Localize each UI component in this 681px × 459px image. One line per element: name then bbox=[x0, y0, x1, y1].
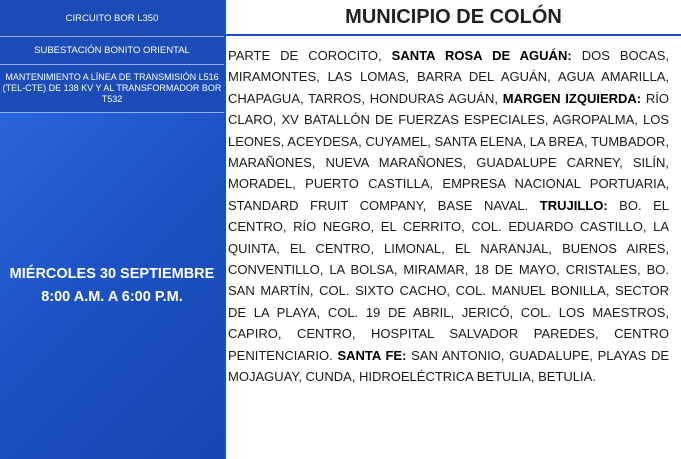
areas-text: BO. EL CENTRO, RÍO NEGRO, EL CERRITO, COL. EDUARDO CASTILLO, LA QUINTA, EL CENTRO, LIMONAL, EL NARANJAL, BUENOS AIRES, CONVENTILLO, LA BOLSA, MIRAMAR, 18 DE MAYO, CRISTALES, BO. SAN MARTÍN, COL. SIXTO CACHO, COL. MANUEL BONILLA, SECTOR DE LA PLAYA, COL. 19 DE ABRIL, JERICÓ, COL. LOS MAESTROS, CAPIRO, CENTRO, HOSPITAL SALVADOR PAREDES, CENTRO PENITENCIARIO. bbox=[228, 197, 669, 363]
area-heading: MARGEN IZQUIERDA: bbox=[502, 90, 642, 106]
areas-text: PARTE DE COROCITO, bbox=[228, 48, 382, 63]
schedule-panel bbox=[0, 0, 224, 459]
circuit-label: CIRCUITO BOR L350 bbox=[0, 0, 224, 36]
area-heading: SANTA FE: bbox=[337, 347, 407, 363]
area-heading: TRUJILLO: bbox=[539, 197, 608, 213]
maintenance-label: MANTENIMIENTO A LÍNEA DE TRANSMISIÓN L516 (TEL-CTE) DE 138 KV Y AL TRANSFORMADOR BOR T532 bbox=[0, 65, 224, 112]
date-label: MIÉRCOLES 30 SEPTIEMBRE bbox=[9, 266, 215, 282]
area-heading: SANTA ROSA DE AGUÁN: bbox=[391, 48, 572, 63]
areas-text: DOS BOCAS, MIRAMONTES, LAS LOMAS, BARRA DEL AGUÁN, AGUA AMARILLA, CHAPAGUA, TARROS, HONDURAS AGUÁN, bbox=[228, 48, 669, 106]
substation-label: SUBESTACIÓN BONITO ORIENTAL bbox=[0, 37, 224, 64]
municipality-title: MUNICIPIO DE COLÓN bbox=[226, 0, 681, 36]
time-label: 8:00 A.M. A 6:00 P.M. bbox=[41, 289, 183, 305]
affected-areas-text bbox=[228, 45, 669, 388]
areas-text: SAN ANTONIO, GUADALUPE, PLAYAS DE MOJAGUAY, CUNDA, HIDROELÉCTRICA BETULIA, BETULIA. bbox=[228, 347, 670, 385]
schedule-block bbox=[0, 113, 224, 459]
areas-text: RÍO CLARO, XV BATALLÓN DE FUERZAS ESPECIALES, AGROPALMA, LOS LEONES, ACEYDESA, CUYAMEL, SANTA ELENA, LA BREA, TUMBADOR, MARAÑONES, NUEVA MARAÑONES, GUADALUPE CARNEY, SILÍN, MORADEL, PUERTO CASTILLA, EMPRESA NACIONAL PORTUARIA, STANDARD FRUIT COMPANY, BASE NAVAL. bbox=[228, 90, 670, 213]
